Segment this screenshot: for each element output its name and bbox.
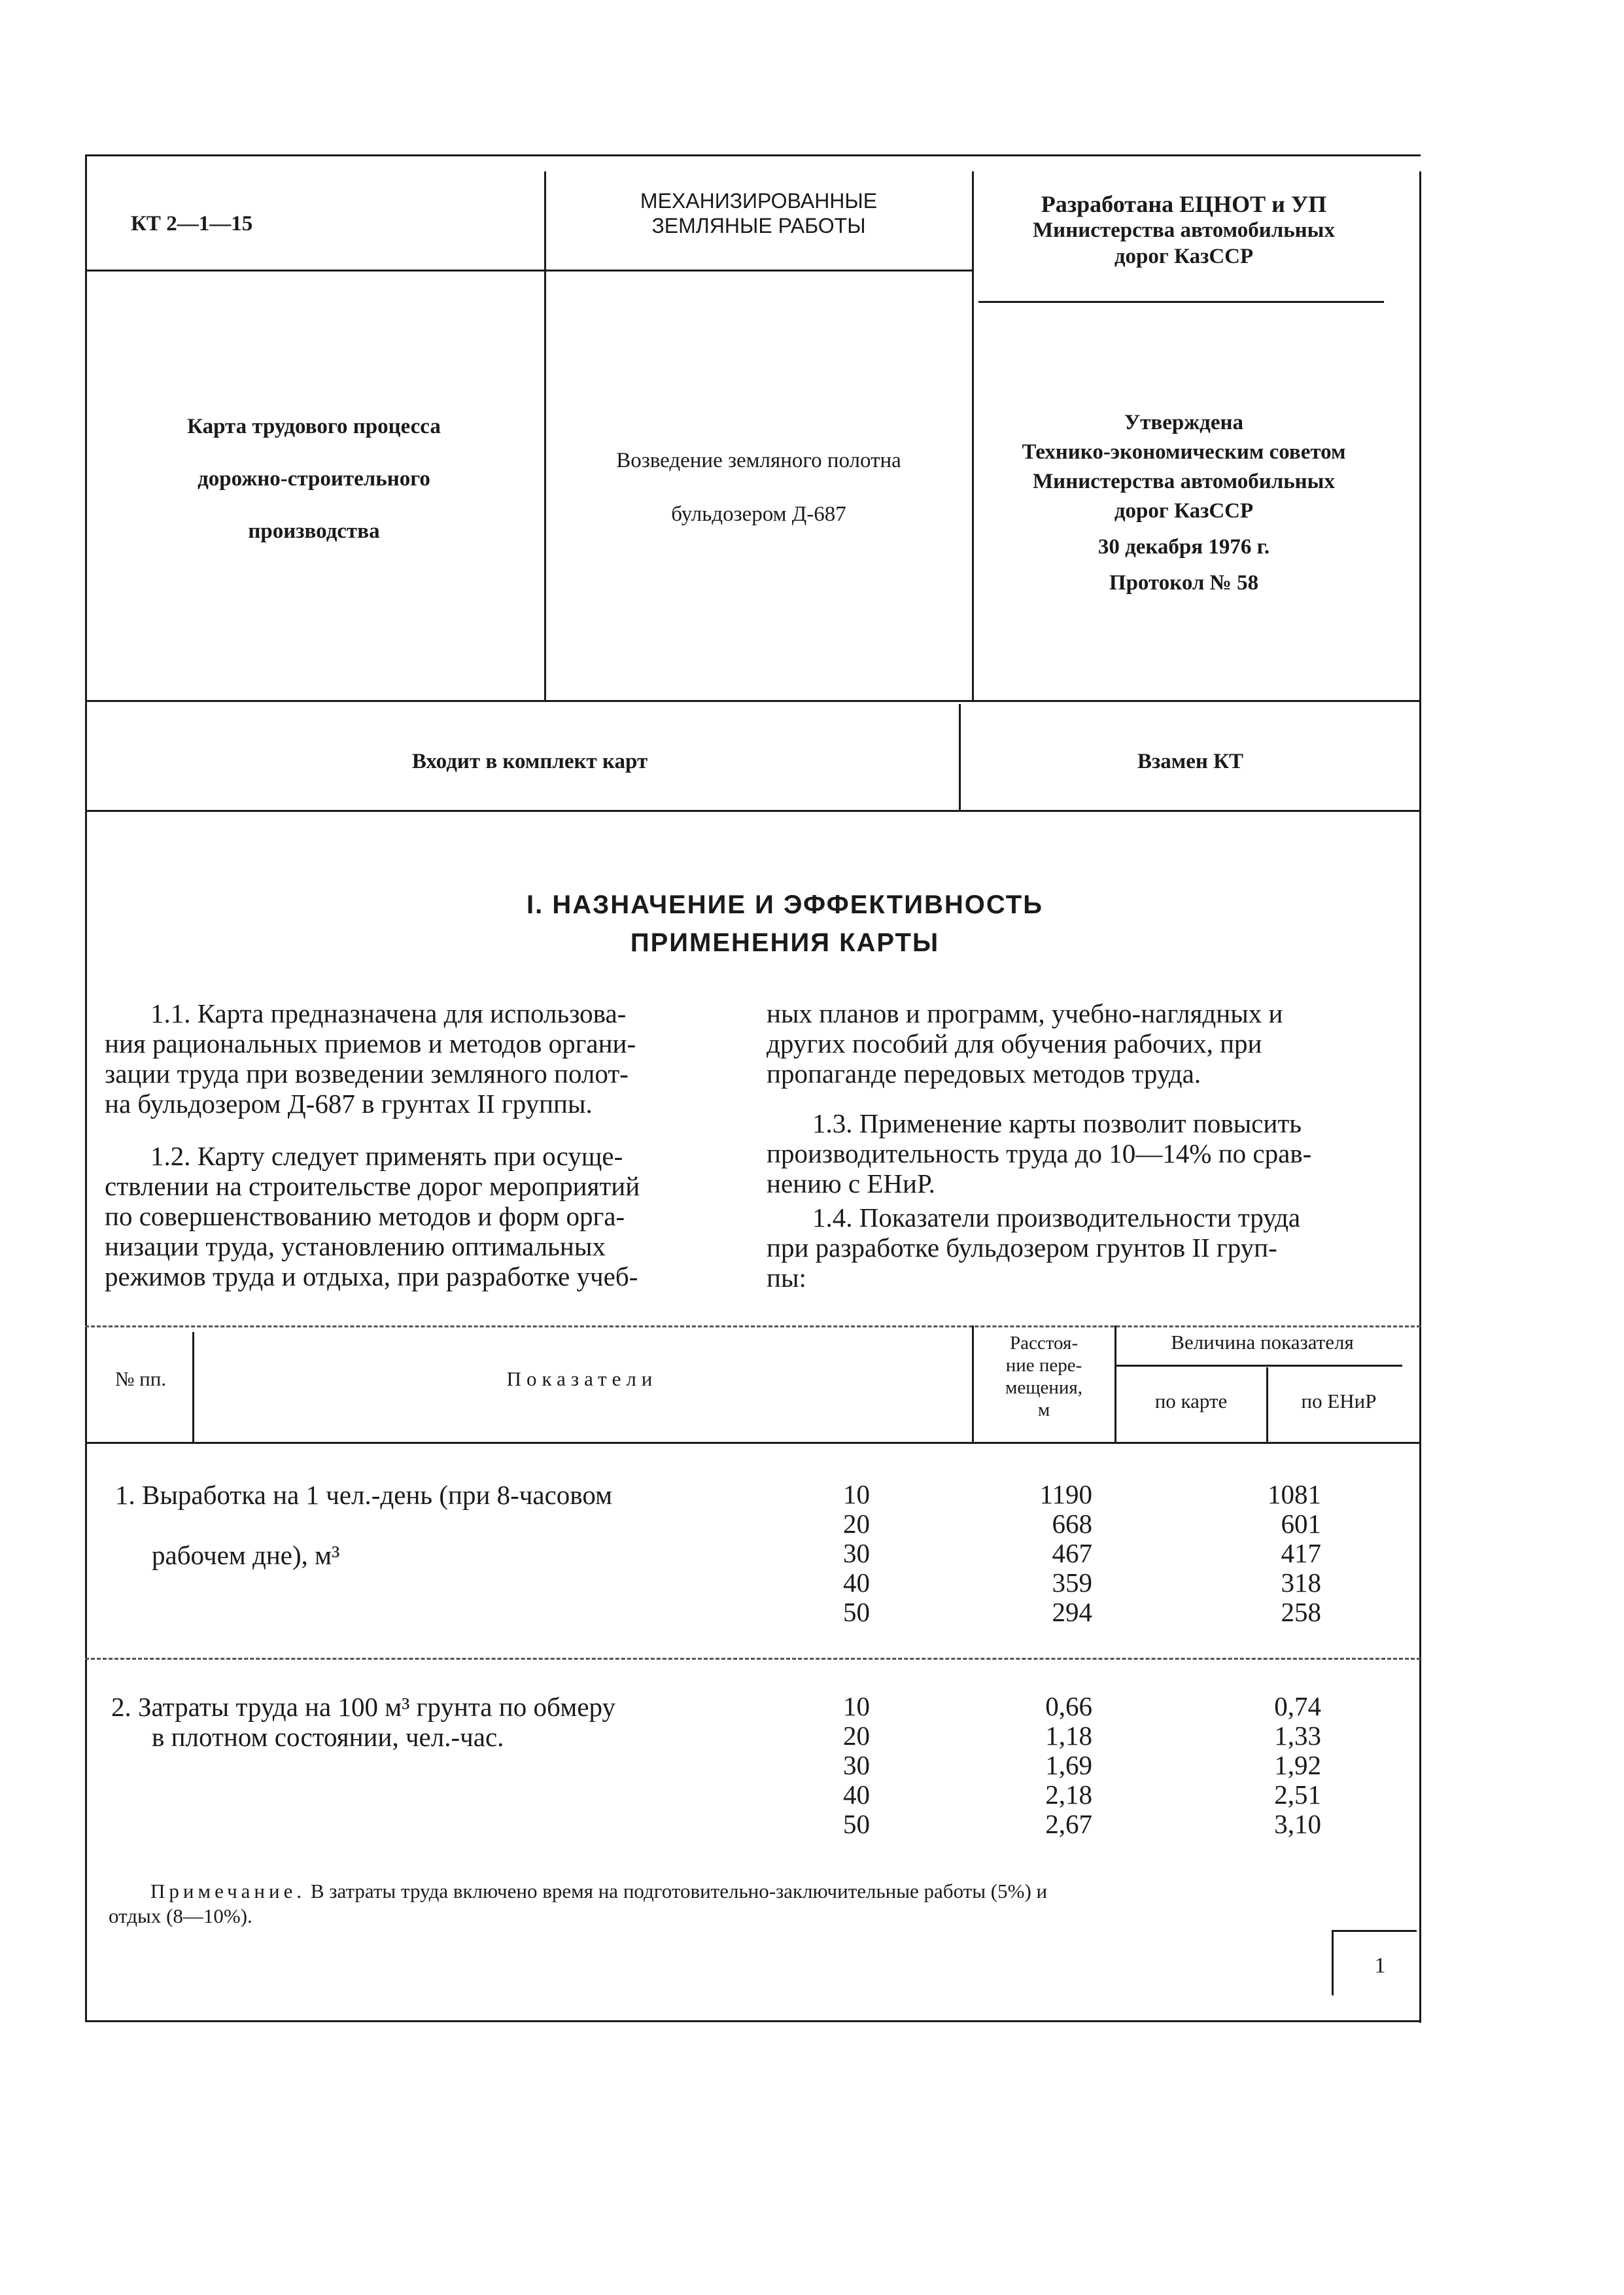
paragraph-line: ных планов и программ, учебно-наглядных и [767, 998, 1283, 1028]
cell-value: 3,10 [1274, 1809, 1321, 1839]
header-divider-2 [972, 171, 974, 700]
note-line-1 [150, 1879, 1393, 1904]
cell-value: 10 [843, 1479, 870, 1509]
cell-value: 50 [843, 1809, 870, 1839]
cell-value: 1,69 [1045, 1750, 1092, 1780]
cell-value: 1190 [1039, 1479, 1092, 1509]
frame-right-line [1419, 171, 1421, 2023]
card-subject-block [556, 447, 961, 527]
table-divider-no [192, 1332, 194, 1443]
approval-line: Утверждена [1124, 411, 1244, 434]
cell-value: 2,67 [1045, 1809, 1092, 1839]
col-distance-line: ние пере- [1005, 1355, 1082, 1376]
paragraph-line: при разработке бульдозером грунтов II груп- [767, 1233, 1277, 1263]
col-distance-line: мещения, [1005, 1377, 1083, 1398]
cell-value: 20 [843, 1721, 870, 1751]
table-row-2-distance [785, 1692, 870, 1839]
paragraph-line: низации труда, установлению оптимальных [105, 1231, 606, 1261]
card-subject-line: бульдозером Д-687 [671, 502, 846, 526]
section-title-line: ПРИМЕНЕНИЯ КАРТЫ [630, 928, 940, 957]
card-type-line: дорожно-строительного [198, 467, 430, 491]
table-divider-indicators [972, 1325, 974, 1443]
paragraph-line: по совершенствованию методов и форм орга- [105, 1201, 625, 1231]
cell-value: 1,33 [1274, 1721, 1321, 1751]
cell-value: 40 [843, 1568, 870, 1598]
cell-value: 668 [1052, 1509, 1092, 1539]
frame-bottom-line [85, 2020, 1421, 2022]
cell-value: 0,66 [1045, 1691, 1092, 1721]
set-divider [959, 704, 961, 811]
card-category [576, 188, 942, 238]
paragraph-line: 1.4. Показатели производительности труда [812, 1202, 1301, 1233]
card-subject-line: Возведение земляного полотна [616, 449, 901, 472]
approval-block [981, 408, 1387, 598]
paragraph-line: производительность труда до 10—14% по срав- [767, 1138, 1312, 1168]
table-row-separator [85, 1658, 1421, 1660]
section-title-line: I. НАЗНАЧЕНИЕ И ЭФФЕКТИВНОСТЬ [527, 890, 1043, 919]
note-text: В затраты труда включено время на подготовительно-заключительные работы (5%) и [310, 1880, 1048, 1902]
table-row-1-card [981, 1480, 1092, 1627]
table-header-bottom [85, 1442, 1421, 1444]
cell-value: 601 [1281, 1509, 1321, 1539]
col-value-header: Величина показателя [1171, 1331, 1354, 1354]
cell-value: 30 [843, 1538, 870, 1568]
paragraph-line: ния рациональных приемов и методов органи- [105, 1028, 636, 1059]
card-code: КТ 2—1—15 [131, 212, 253, 236]
table-row-1-enir [1230, 1480, 1321, 1627]
cell-value: 0,74 [1274, 1691, 1321, 1721]
cell-value: 1,18 [1045, 1721, 1092, 1751]
paragraph-line: 1.1. Карта предназначена для использова- [150, 998, 627, 1028]
set-label: Входит в комплект карт [411, 750, 648, 773]
card-type-line: Карта трудового процесса [187, 415, 441, 438]
table-divider-distance [1114, 1325, 1116, 1443]
table-row-2-label [111, 1692, 804, 1752]
approval-date: 30 декабря 1976 г. [1097, 535, 1270, 559]
col-distance-header [976, 1332, 1112, 1421]
table-row-1-distance [785, 1480, 870, 1627]
frame-top-line [85, 154, 1421, 156]
table-divider-card [1266, 1367, 1268, 1443]
frame-left-line [85, 154, 87, 2022]
approval-protocol: Протокол № 58 [1109, 571, 1259, 595]
cell-value: 258 [1281, 1597, 1321, 1627]
card-type-block [118, 413, 510, 544]
col-enir-header: по ЕНиР [1301, 1390, 1377, 1412]
cell-value: 2,51 [1274, 1779, 1321, 1810]
header-row-line-left [85, 270, 972, 272]
paragraph-line: ствлении на строительстве дорог мероприятий [105, 1171, 640, 1201]
card-type-line: производства [248, 519, 380, 543]
page-number-box-top [1332, 1930, 1417, 1932]
approval-line: Технико-экономическим советом [1022, 440, 1346, 464]
row-label-line: в плотном состоянии, чел.-час. [152, 1722, 504, 1752]
section-title [262, 886, 1308, 962]
cell-value: 10 [843, 1691, 870, 1721]
col-distance-line: м [1037, 1399, 1050, 1420]
header-row-line-right [978, 301, 1384, 303]
set-bottom-line [85, 810, 1421, 812]
note [150, 1879, 1393, 1904]
header-divider-1 [544, 171, 546, 700]
developer-line: дорог КазССР [1114, 245, 1254, 268]
paragraph-line: режимов труда и отдыха, при разработке учеб- [105, 1261, 638, 1291]
col-no-header: № пп. [114, 1367, 167, 1390]
table-top-line [85, 1325, 1421, 1327]
row-label-line: рабочем дне), м³ [152, 1540, 340, 1570]
paragraph-line: нению с ЕНиР. [767, 1168, 935, 1199]
row-label-line: 2. Затраты труда на 100 м³ грунта по обмеру [111, 1692, 616, 1722]
col-indicators-header: Показатели [506, 1367, 658, 1390]
paragraph-1-4 [767, 1202, 1401, 1293]
cell-value: 294 [1052, 1597, 1092, 1627]
cell-value: 2,18 [1045, 1779, 1092, 1810]
paragraph-line: зации труда при возведении земляного полот- [105, 1059, 629, 1089]
cell-value: 359 [1052, 1568, 1092, 1598]
paragraph-1-3 [767, 1108, 1401, 1199]
developer-line: Разработана ЕЦНОТ и УП [1041, 191, 1327, 217]
approval-line: Министерства автомобильных [1033, 470, 1335, 493]
card-category-text: МЕХАНИЗИРОВАННЫЕ ЗЕМЛЯНЫЕ РАБОТЫ [640, 189, 878, 237]
table-row-1-label [115, 1480, 769, 1570]
cell-value: 20 [843, 1509, 870, 1539]
developer-line: Министерства автомобильных [1033, 219, 1335, 242]
cell-value: 1,92 [1274, 1750, 1321, 1780]
paragraph-line: других пособий для обучения рабочих, при [767, 1028, 1262, 1059]
header-bottom-line [85, 700, 1421, 702]
paragraph-1-2 [105, 1141, 733, 1291]
paragraph-1-1 [105, 998, 733, 1119]
table-row-2-card [981, 1692, 1092, 1839]
col-card-header: по карте [1154, 1390, 1228, 1412]
paragraph-line: на бульдозером Д-687 в грунтах II группы. [105, 1089, 593, 1119]
page-number-box-left [1332, 1930, 1334, 1995]
cell-value: 1081 [1268, 1479, 1321, 1509]
note-line-2: отдых (8—10%). [109, 1904, 252, 1927]
col-distance-line: Расстоя- [1010, 1333, 1078, 1354]
cell-value: 467 [1052, 1538, 1092, 1568]
approval-line: дорог КазССР [1114, 499, 1254, 523]
paragraph-line: 1.3. Применение карты позволит повысить [812, 1108, 1302, 1138]
row-label-line: 1. Выработка на 1 чел.-день (при 8-часовом [115, 1480, 613, 1510]
cell-value: 417 [1281, 1538, 1321, 1568]
table-value-subline [1114, 1365, 1402, 1367]
paragraph-line: пропаганде передовых методов труда. [767, 1059, 1201, 1089]
cell-value: 40 [843, 1779, 870, 1810]
paragraph-1-2-continued [767, 998, 1401, 1089]
replaces-label: Взамен КТ [1137, 750, 1244, 773]
page-number: 1 [1374, 1953, 1386, 1978]
cell-value: 318 [1281, 1568, 1321, 1598]
developer-block [981, 191, 1387, 270]
table-row-2-enir [1230, 1692, 1321, 1839]
cell-value: 30 [843, 1750, 870, 1780]
paragraph-line: пы: [767, 1263, 806, 1293]
cell-value: 50 [843, 1597, 870, 1627]
paragraph-line: 1.2. Карту следует применять при осуще- [150, 1141, 623, 1171]
note-label: Примечание. [150, 1880, 306, 1902]
